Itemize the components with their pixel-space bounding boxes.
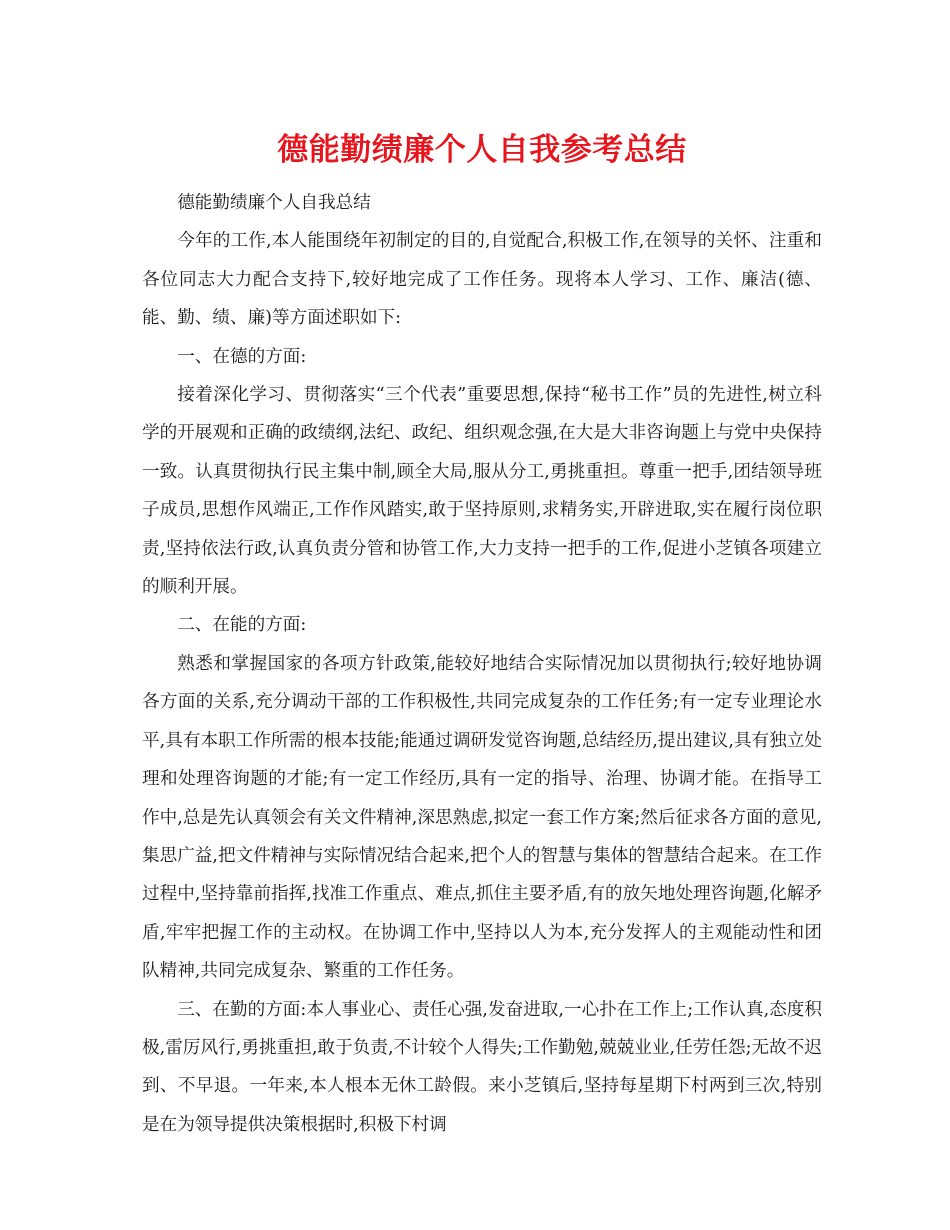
paragraph-intro: 今年的工作,本人能围绕年初制定的目的,自觉配合,积极工作,在领导的关怀、注重和各位同志大力配合支持下,较好地完成了工作任务。现将本人学习、工作、廉洁(德、能、勤、绩、廉)等方面述职如下: — [142, 231, 822, 329]
section-heading-neng: 二、在能的方面: — [177, 615, 307, 636]
paragraph-de: 接着深化学习、贯彻落实“三个代表”重要思想,保持“秘书工作”员的先进性,树立科学的开展观和正确的政绩纲,法纪、政纪、组织观念强,在大是大非咨询题上与党中央保持一致。认真贯彻执行民主集中制,顾全大局,服从分工,勇挑重担。尊重一把手,团结领导班子成员,思想作风端正,工作作风踏实,敢于坚持原则,求精务实,开辟进取,实在履行岗位职责,坚持依法行政,认真负责分管和协管工作,大力支持一把手的工作,促进小芝镇各项建立的顺利开展。 — [142, 385, 822, 598]
paragraph-neng: 熟悉和掌握国家的各项方针政策,能较好地结合实际情况加以贯彻执行;较好地协调各方面的关系,充分调动干部的工作积极性,共同完成复杂的工作任务;有一定专业理论水平,具有本职工作所需的根本技能;能通过调研发觉咨询题,总结经历,提出建议,具有独立处理和处理咨询题的才能;有一定工作经历,具有一定的指导、治理、协调才能。在指导工作中,总是先认真领会有关文件精神,深思熟虑,拟定一套工作方案;然后征求各方面的意见,集思广益,把文件精神与实际情况结合起来,把个人的智慧与集体的智慧结合起来。在工作过程中,坚持靠前指挥,找准工作重点、难点,抓住主要矛盾,有的放矢地处理咨询题,化解矛盾,牢牢把握工作的主动权。在协调工作中,坚持以人为本,充分发挥人的主观能动性和团队精神,共同完成复杂、繁重的工作任务。 — [142, 653, 822, 982]
section-heading-de: 一、在德的方面: — [177, 346, 307, 367]
document-title: 德能勤绩廉个人自我参考总结 — [277, 132, 687, 168]
paragraph-subtitle: 德能勤绩廉个人自我总结 — [177, 193, 371, 213]
paragraph-qin: 三、在勤的方面:本人事业心、责任心强,发奋进取,一心扑在工作上;工作认真,态度积极,雷厉风行,勇挑重担,敢于负责,不计较个人得失;工作勤勉,兢兢业业,任劳任怨;无故不迟到、不早退。一年来,本人根本无休工龄假。来小芝镇后,坚持每星期下村两到三次,特别是在为领导提供决策根据时,积极下村调 — [142, 999, 822, 1135]
